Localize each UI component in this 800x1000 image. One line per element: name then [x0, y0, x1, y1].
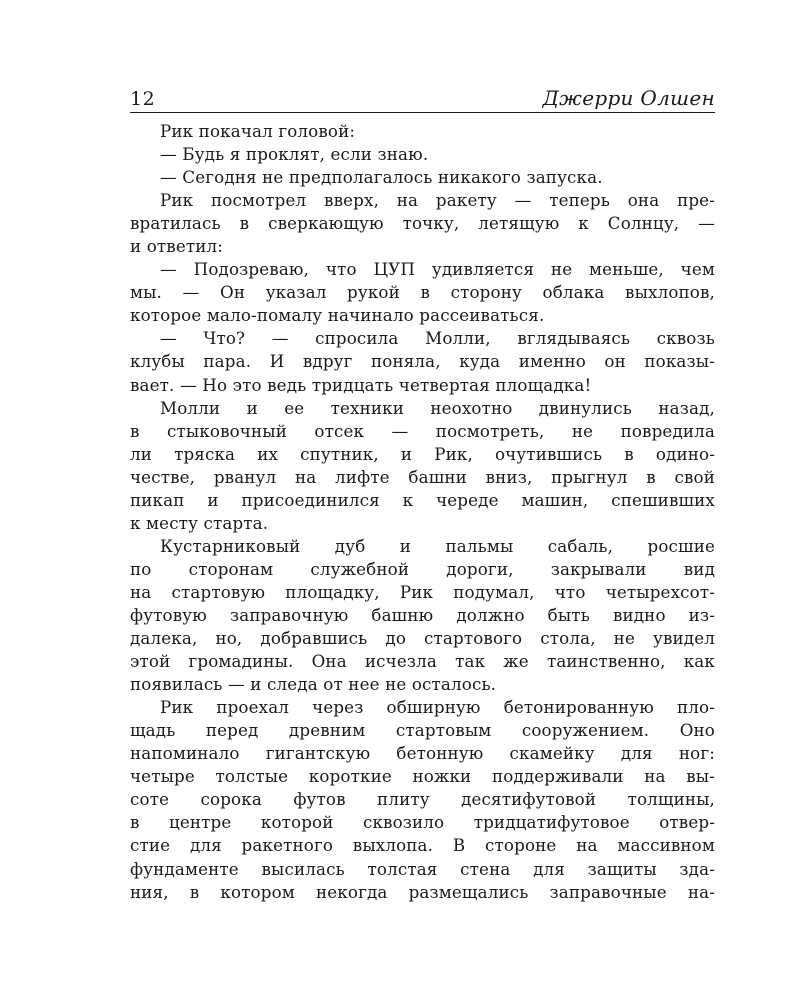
- text-line: Кустарниковый дуб и пальмы сабаль, росшие: [160, 535, 715, 556]
- text-line: Рик покачал головой:: [160, 121, 356, 141]
- text-line: ния, в котором некогда размещались заправочные на-: [130, 881, 715, 902]
- text-line: мы. — Он указал рукой в сторону облака выхлопов,: [130, 282, 715, 303]
- text-line: футовую заправочную башню должно быть видно из-: [130, 604, 715, 625]
- text-line: вратилась в сверкающую точку, летящую к Солнцу, —: [130, 213, 715, 234]
- text-line: Рик посмотрел вверх, на ракету — теперь она пре-: [160, 190, 715, 211]
- page-number: 12: [130, 88, 156, 110]
- text-line: — Будь я проклят, если знаю.: [160, 144, 429, 165]
- text-line: этой громадины. Она исчезла так же таинственно, как: [130, 651, 715, 672]
- text-line: Рик проехал через обширную бетонированную пло-: [160, 697, 715, 718]
- text-line: щадь перед древним стартовым сооружением. Оно: [130, 720, 715, 741]
- text-line: напоминало гигантскую бетонную скамейку для ног:: [130, 743, 715, 764]
- text-line: в центре которой сквозило тридцатифутовое отвер-: [130, 812, 715, 833]
- running-title-author: Джерри Олшен: [542, 86, 715, 110]
- text-line: клубы пара. И вдруг поняла, куда именно он показы-: [130, 351, 715, 372]
- page-header: [130, 86, 715, 113]
- text-line: которое мало-помалу начинало рассеиваться.: [130, 305, 545, 326]
- text-line: — Подозреваю, что ЦУП удивляется не меньше, чем: [160, 259, 715, 280]
- text-line: по сторонам служебной дороги, закрывали вид: [130, 558, 715, 579]
- text-line: — Сегодня не предполагалось никакого запуска.: [160, 167, 603, 188]
- text-line: стие для ракетного выхлопа. В стороне на массивном: [130, 835, 715, 856]
- text-line: соте сорока футов плиту десятифутовой толщины,: [130, 789, 715, 810]
- text-line: и ответил:: [130, 236, 224, 257]
- text-line: четыре толстые короткие ножки поддерживали на вы-: [130, 766, 715, 787]
- text-line: в стыковочный отсек — посмотреть, не повредила: [130, 420, 715, 441]
- text-line: — Что? — спросила Молли, вглядываясь сквозь: [160, 328, 715, 349]
- text-line: на стартовую площадку, Рик подумал, что четырехсот-: [130, 581, 715, 602]
- text-line: фундаменте высилась толстая стена для защиты зда-: [130, 858, 715, 879]
- text-line: появилась — и следа от нее не осталось.: [130, 674, 497, 695]
- text-line: честве, рванул на лифте башни вниз, прыгнул в свой: [130, 466, 715, 487]
- text-line: ли тряска их спутник, и Рик, очутившись в одино-: [130, 443, 715, 464]
- text-line: Молли и ее техники неохотно двинулись назад,: [160, 397, 715, 418]
- body-text: [130, 120, 715, 904]
- text-line: к месту старта.: [130, 512, 269, 533]
- text-line: вает. — Но это ведь тридцать четвертая площадка!: [130, 374, 592, 395]
- text-line: далека, но, добравшись до стартового стола, не увидел: [130, 628, 715, 649]
- text-line: пикап и присоединился к череде машин, спешивших: [130, 489, 715, 510]
